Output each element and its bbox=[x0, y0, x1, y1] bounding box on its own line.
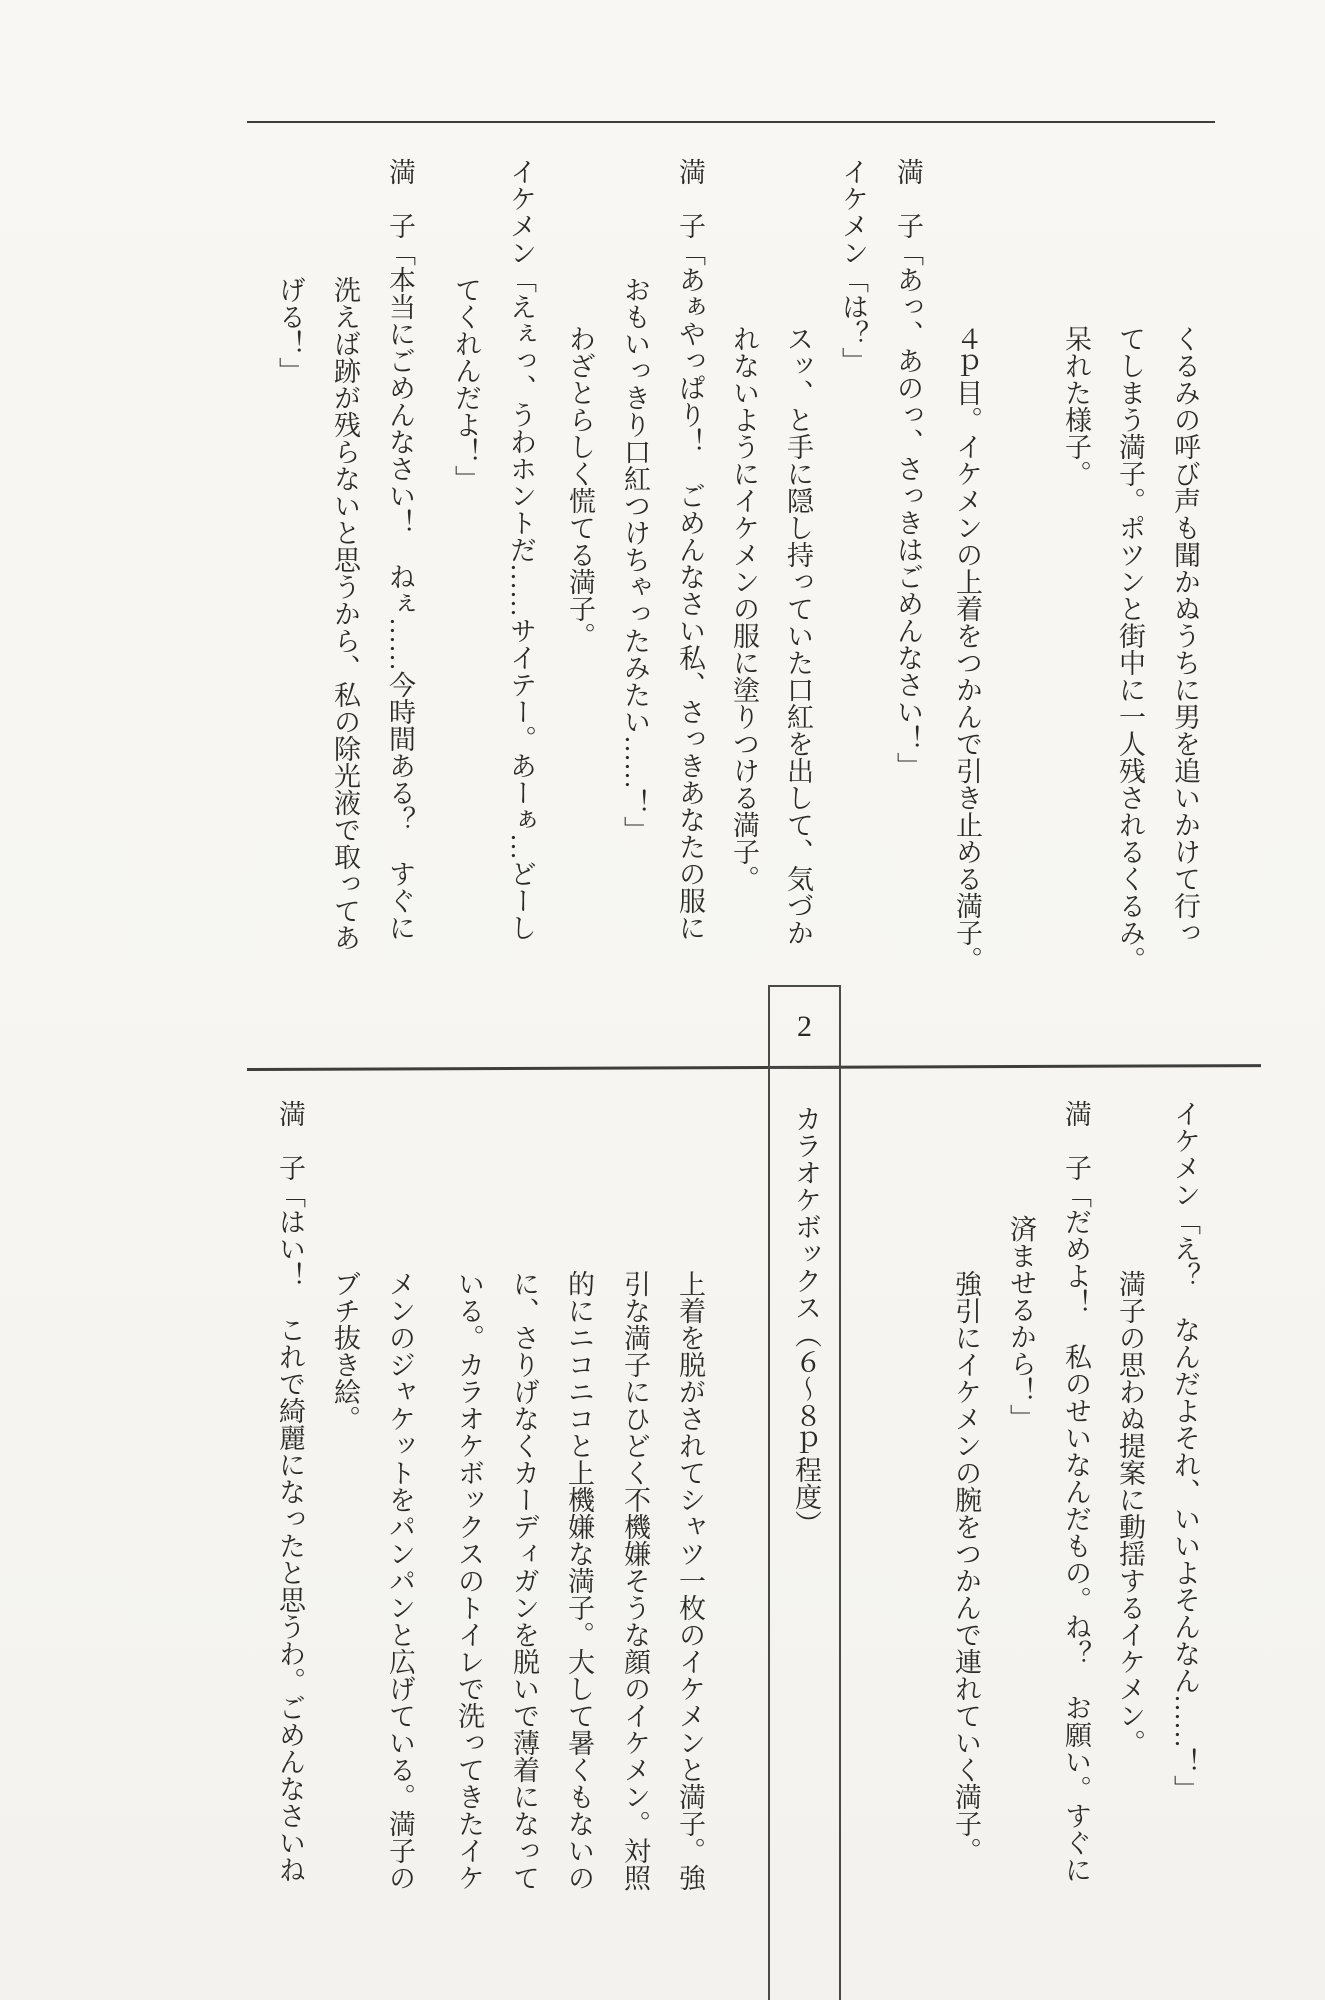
script-line: ４ｐ目。イケメンの上着をつかんで引き止める満子。 bbox=[952, 325, 982, 973]
script-line: 満子の思わぬ提案に動揺するイケメン。 bbox=[1115, 1270, 1145, 1756]
script-line: 的にニコニコと上機嫌な満子。大して暑くもないの bbox=[564, 1270, 594, 1891]
section-divider-rule bbox=[247, 1064, 1261, 1071]
script-line: げる！」 bbox=[275, 276, 305, 384]
scene-heading: カラオケボックス（６〜８ｐ程度） bbox=[791, 1105, 821, 1537]
script-line: くるみの呼び声も聞かぬうちに男を追いかけて行っ bbox=[1170, 325, 1200, 946]
script-line: イケメン「は？」 bbox=[838, 158, 868, 374]
script-line: わざとらしく慌てる満子。 bbox=[565, 325, 595, 649]
script-line: 満 子「本当にごめんなさい！ ねぇ……今時間ある？ すぐに bbox=[385, 158, 415, 941]
script-line: 引な満子にひどく不機嫌そうな顔のイケメン。対照 bbox=[620, 1270, 650, 1891]
script-line: おもいっきり口紅つけちゃったみたい……！」 bbox=[620, 276, 650, 843]
script-line: ブチ抜き絵。 bbox=[330, 1270, 360, 1432]
script-line: 満 子「あっ、あのっ、さっきはごめんなさい！」 bbox=[893, 158, 923, 779]
script-line: 済ませるから！」 bbox=[1006, 1215, 1036, 1431]
script-line: 呆れた様子。 bbox=[1061, 325, 1091, 487]
script-line: 上着を脱がされてシャツ一枚のイケメンと満子。強 bbox=[675, 1270, 705, 1891]
script-line: いる。カラオケボックスのトイレで洗ってきたイケ bbox=[454, 1270, 484, 1891]
script-line: 満 子「はい！ これで綺麗になったと思うわ。ごめんなさいね bbox=[275, 1100, 305, 1883]
script-line: れないようにイケメンの服に塗りつける満子。 bbox=[729, 325, 759, 892]
script-line: てくれんだよ！」 bbox=[451, 276, 481, 492]
script-line: 強引にイケメンの腕をつかんで連れていく満子。 bbox=[951, 1270, 981, 1864]
script-line: イケメン「え？ なんだよそれ、いいよそんなん……！」 bbox=[1170, 1100, 1200, 1802]
script-line: 洗えば跡が残らないと思うから、私の除光液で取ってあ bbox=[330, 276, 360, 951]
script-line: メンのジャケットをパンパンと広げている。満子の bbox=[385, 1270, 415, 1891]
script-line: イケメン「えぇっ、うわホントだ……サイテー。あーぁ…どーし bbox=[506, 158, 536, 941]
page-number-box bbox=[768, 985, 841, 1069]
script-line: 満 子「だめよ！ 私のせいなんだもの。ね？ お願い。すぐに bbox=[1061, 1100, 1091, 1883]
page-number: 2 bbox=[797, 1010, 812, 1043]
script-line: てしまう満子。ポツンと街中に一人残されるくるみ。 bbox=[1115, 325, 1145, 973]
script-line: に、さりげなくカーディガンを脱いで薄着になって bbox=[509, 1270, 539, 1891]
top-rule bbox=[247, 121, 1215, 123]
script-line: 満 子「あぁやっぱり！ ごめんなさい私、さっきあなたの服に bbox=[675, 158, 705, 941]
script-line: スッ、と手に隠し持っていた口紅を出して、気づか bbox=[783, 325, 813, 946]
